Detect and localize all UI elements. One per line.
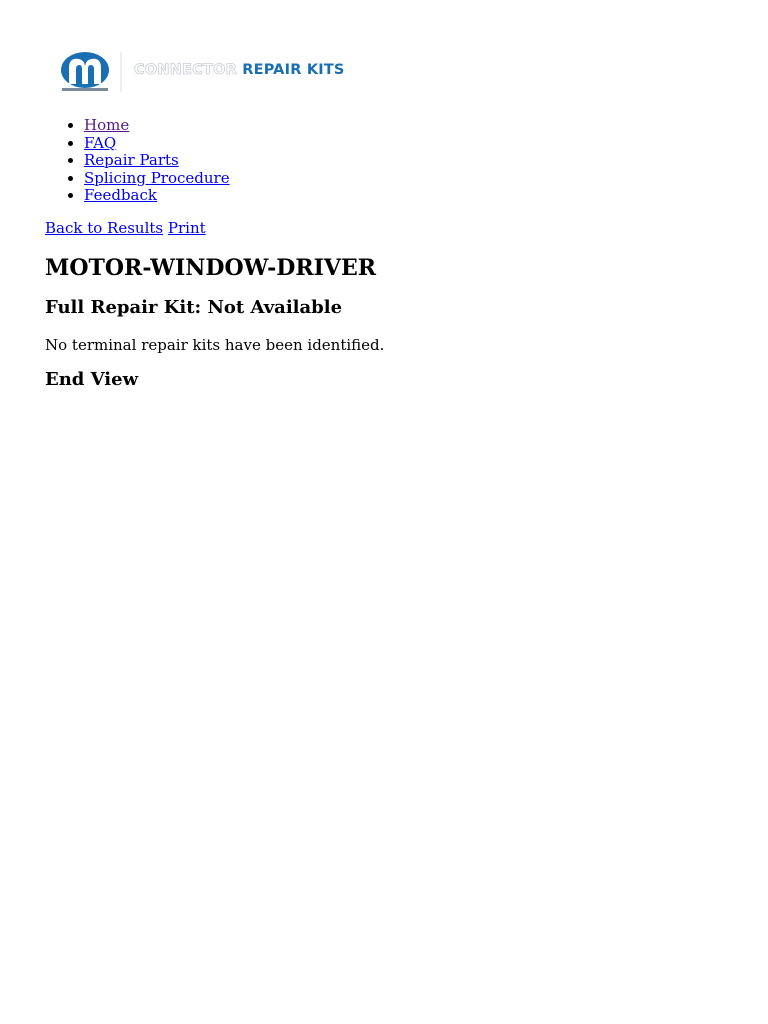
nav-link-home[interactable]: Home xyxy=(84,116,130,134)
repair-kit-heading: Full Repair Kit: Not Available xyxy=(45,297,343,318)
site-logo-link[interactable] xyxy=(60,50,380,95)
end-view-heading: End View xyxy=(45,369,139,390)
result-actions xyxy=(45,218,206,238)
main-nav xyxy=(45,117,230,205)
nav-link-faq[interactable]: FAQ xyxy=(84,133,117,152)
nav-item-faq xyxy=(84,135,230,153)
nav-item-home xyxy=(84,117,230,135)
nav-item-feedback xyxy=(84,187,230,205)
print-link[interactable]: Print xyxy=(167,219,206,237)
nav-item-repair-parts xyxy=(84,152,230,170)
nav-link-feedback[interactable]: Feedback xyxy=(84,186,157,204)
nav-link-splicing-procedure[interactable]: Splicing Procedure xyxy=(84,168,230,187)
page-title: MOTOR-WINDOW-DRIVER xyxy=(45,255,377,281)
logo-title-solid: REPAIR KITS xyxy=(242,62,345,78)
mopar-logo-icon xyxy=(60,50,128,95)
nav-link-repair-parts[interactable]: Repair Parts xyxy=(84,151,179,169)
repair-kit-note: No terminal repair kits have been identified. xyxy=(45,336,385,354)
logo-wordmark xyxy=(134,62,345,78)
back-to-results-link[interactable]: Back to Results xyxy=(45,219,164,237)
nav-item-splicing-procedure xyxy=(84,170,230,188)
logo-title-outline: CONNECTOR xyxy=(134,62,237,78)
